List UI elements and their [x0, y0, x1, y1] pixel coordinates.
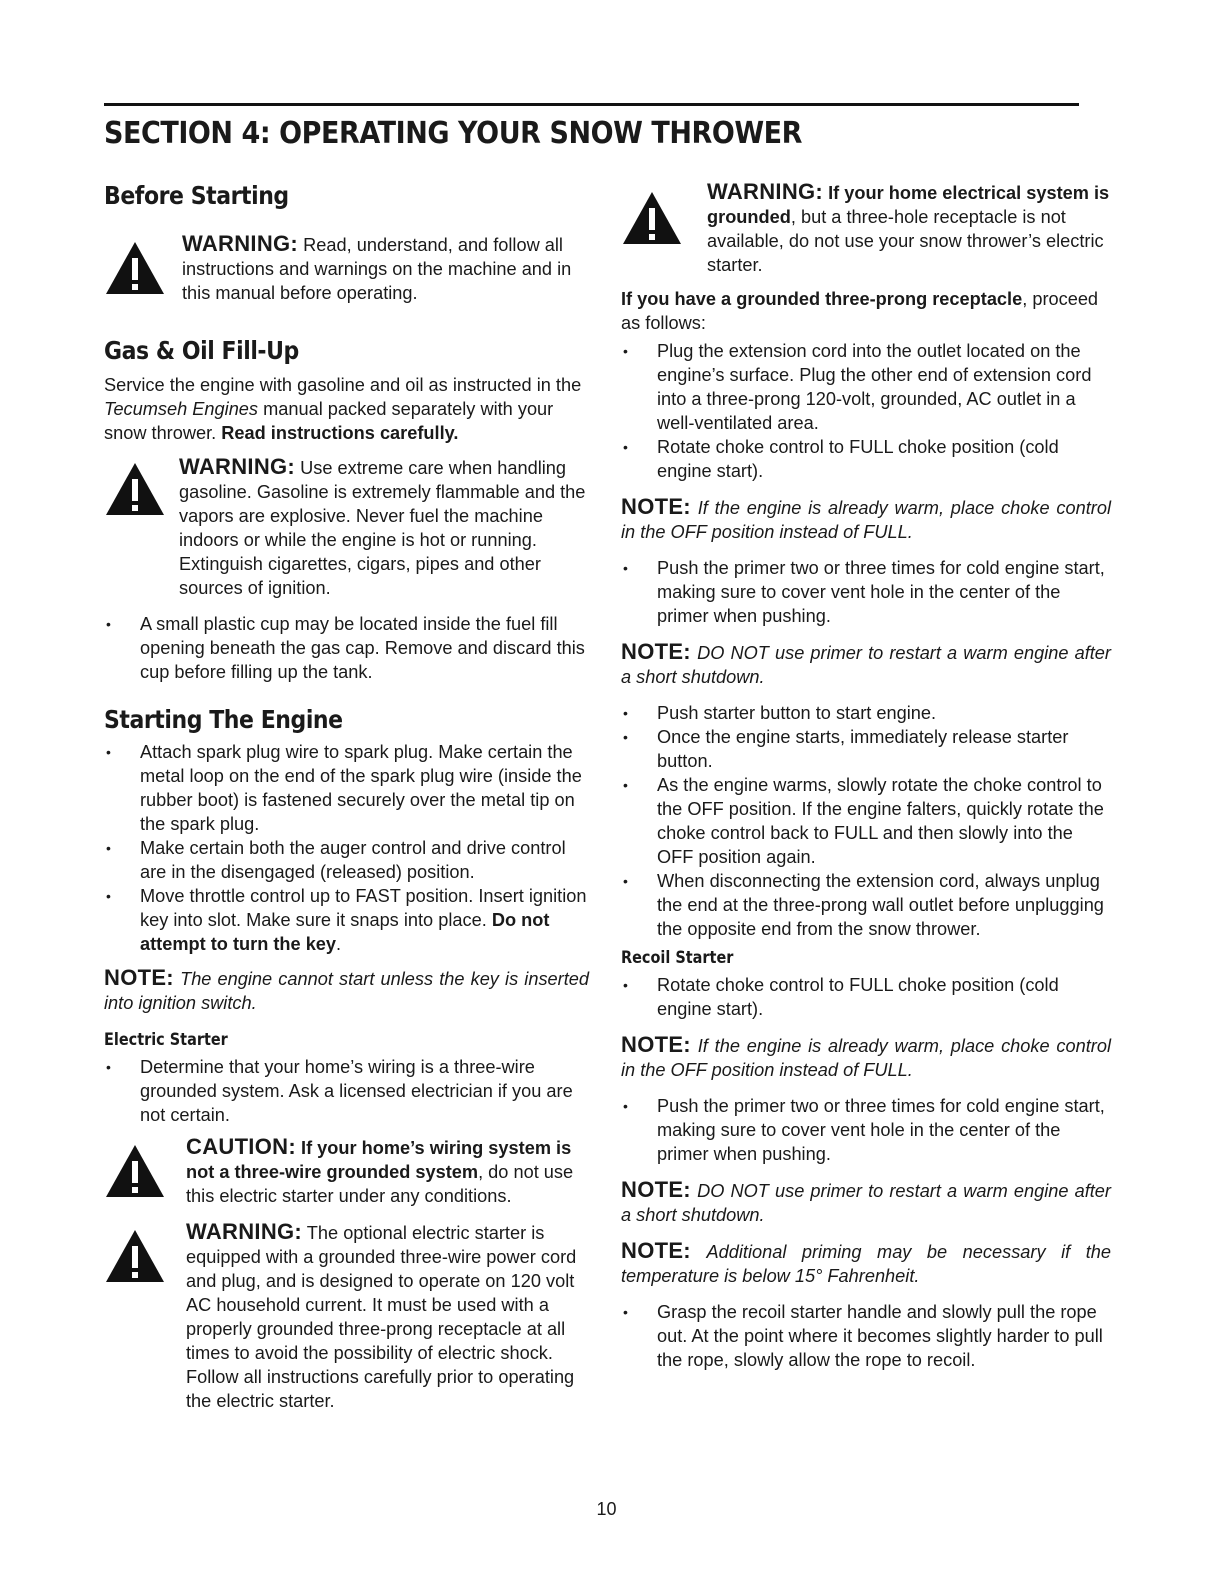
heading-recoil-starter: Recoil Starter [621, 948, 734, 968]
heading-before-starting: Before Starting [104, 181, 289, 210]
warning-triangle-icon [621, 190, 683, 246]
note-primer-restart [621, 640, 1111, 689]
list-item: • Once the engine starts, immediately release starter button. [621, 725, 1111, 773]
section-title: SECTION 4: OPERATING YOUR SNOW THROWER [104, 116, 803, 151]
note-keyword: NOTE: [621, 1238, 691, 1263]
note-keyword: NOTE: [621, 639, 691, 664]
heading-starting-engine: Starting The Engine [104, 705, 343, 734]
bullet-bold-text: Do not attempt to turn the key [140, 910, 550, 954]
warning-triangle-icon [104, 1143, 166, 1199]
top-rule [104, 103, 1079, 106]
primer-bullets [621, 556, 1111, 628]
list-item: • Make certain both the auger control and drive control are in the disengaged (released) position. [104, 836, 589, 884]
note-warm-engine [621, 495, 1111, 544]
note-keyword: NOTE: [104, 965, 174, 990]
bullet-end: . [336, 934, 342, 954]
list-item: • Rotate choke control to FULL choke position (cold engine start). [621, 435, 1111, 483]
warning-keyword: WARNING: [179, 454, 296, 479]
caution-keyword: CAUTION: [186, 1134, 296, 1159]
left-column [104, 180, 589, 1413]
tecumseh-engines-manual-title: Tecumseh Engines [104, 399, 259, 419]
caution-wiring [104, 1135, 589, 1208]
grounded-receptacle-intro [621, 287, 1111, 335]
note-warm-engine-recoil [621, 1033, 1111, 1082]
list-item: • Rotate choke control to FULL choke position (cold engine start). [621, 973, 1111, 1021]
list-item: • Grasp the recoil starter handle and slowly pull the rope out. At the point where it becomes slightly harder to pull the rope, slowly allow the rope to recoil. [621, 1300, 1111, 1372]
note-primer-restart-recoil [621, 1178, 1111, 1227]
note-keyword: NOTE: [621, 1032, 691, 1057]
note-text: If the engine is already warm, place choke control in the OFF position instead of FULL. [621, 498, 1111, 542]
warning-keyword: WARNING: [186, 1219, 303, 1244]
note-text: DO NOT use primer to restart a warm engine after a short shutdown. [621, 1181, 1111, 1225]
note-keyword: NOTE: [621, 494, 691, 519]
caution-text: , do not use this electric starter under any conditions. [186, 1162, 574, 1206]
recoil-choke-bullets [621, 973, 1111, 1021]
starting-engine-bullets [104, 740, 589, 956]
list-item: • As the engine warms, slowly rotate the choke control to the OFF position. If the engine falters, quickly rotate the choke control back to FULL and then slowly into the OFF position again. [621, 773, 1111, 869]
list-item: • Plug the extension cord into the outlet located on the engine’s surface. Plug the other end of extension cord into a three-prong 120-volt, grounded, AC outlet in a well-ventilated area. [621, 339, 1111, 435]
list-item: • Push starter button to start engine. [621, 701, 1111, 725]
recoil-pull-bullets [621, 1300, 1111, 1372]
warning-triangle-icon [104, 240, 166, 296]
note-text: DO NOT use primer to restart a warm engine after a short shutdown. [621, 643, 1111, 687]
list-item [104, 884, 589, 956]
list-item: • Push the primer two or three times for cold engine start, making sure to cover vent hole in the center of the primer when pushing. [621, 556, 1111, 628]
list-item: • Determine that your home’s wiring is a three-wire grounded system. Ask a licensed electrician if you are not certain. [104, 1055, 589, 1127]
note-text: Additional priming may be necessary if the temperature is below 15° Fahrenheit. [621, 1242, 1111, 1286]
note-keyword: NOTE: [621, 1177, 691, 1202]
warning-keyword: WARNING: [182, 231, 299, 256]
warning-keyword: WARNING: [707, 179, 824, 204]
list-item: • Push the primer two or three times for cold engine start, making sure to cover vent hole in the center of the primer when pushing. [621, 1094, 1111, 1166]
caution-bold-text: If your home’s wiring system is not a three-wire grounded system [186, 1138, 572, 1182]
warning-text: Read, understand, and follow all instructions and warnings on the machine and in this manual before operating. [182, 235, 572, 303]
bullet-text: Move throttle control up to FAST position. Insert ignition key into slot. Make sure it snaps into place. [140, 886, 587, 930]
heading-gas-oil: Gas & Oil Fill-Up [104, 336, 299, 365]
page-number: 10 [596, 1499, 617, 1519]
recoil-primer-bullets [621, 1094, 1111, 1166]
intro-text: , proceed as follows: [621, 289, 1099, 333]
warning-text: Use extreme care when handling gasoline. Gasoline is extremely flammable and the vapors are explosive. Never fuel the machine indoors or while the engine is hot or running. Extinguish cigarettes, cigars, pipes and other sources of ignition. [179, 458, 586, 598]
warning-text: The optional electric starter is equipped with a grounded three-wire power cord and plug, and is designed to operate on 120 volt AC household current. It must be used with a properly grounded three-prong receptacle at all times to avoid the possibility of electric shock. Follow all instructions carefully prior to operating the electric starter. [186, 1223, 577, 1411]
list-item: • A small plastic cup may be located inside the fuel fill opening beneath the gas cap. Remove and discard this cup before filling up the tank. [104, 612, 589, 684]
warning-bold-text: If your home electrical system is grounded [707, 183, 1110, 227]
note-text: The engine cannot start unless the key is inserted into ignition switch. [104, 969, 589, 1013]
warning-before-operating [104, 232, 589, 305]
list-item: • Attach spark plug wire to spark plug. Make certain the metal loop on the end of the spark plug wire (inside the rubber boot) is fastened securely over the metal tip on the spark plug. [104, 740, 589, 836]
warning-triangle-icon [104, 1228, 166, 1284]
list-item: • When disconnecting the extension cord, always unplug the end at the three-prong wall outlet before unplugging the opposite end from the snow thrower. [621, 869, 1111, 941]
gas-oil-paragraph [104, 373, 589, 445]
gas-oil-text-2: manual packed separately with your snow thrower. [104, 399, 554, 443]
warning-grounded-system [621, 180, 1111, 277]
intro-bold-text: If you have a grounded three-prong receptacle [621, 289, 1023, 309]
gas-oil-text-1: Service the engine with gasoline and oil as instructed in the [104, 375, 582, 395]
warning-gasoline [104, 455, 589, 600]
extension-cord-bullets [621, 339, 1111, 483]
right-column [621, 180, 1111, 1372]
electric-starter-bullets [104, 1055, 589, 1127]
note-text: If the engine is already warm, place choke control in the OFF position instead of FULL. [621, 1036, 1111, 1080]
warning-triangle-icon [104, 461, 166, 517]
warning-text: , but a three-hole receptacle is not available, do not use your snow thrower’s electric starter. [707, 207, 1104, 275]
heading-electric-starter: Electric Starter [104, 1030, 228, 1050]
gas-oil-bold-instruction: Read instructions carefully. [221, 423, 459, 443]
starter-button-bullets [621, 701, 1111, 941]
note-additional-priming [621, 1239, 1111, 1288]
gas-oil-bullets [104, 612, 589, 684]
warning-electric-starter [104, 1220, 589, 1413]
note-key-ignition [104, 966, 589, 1015]
